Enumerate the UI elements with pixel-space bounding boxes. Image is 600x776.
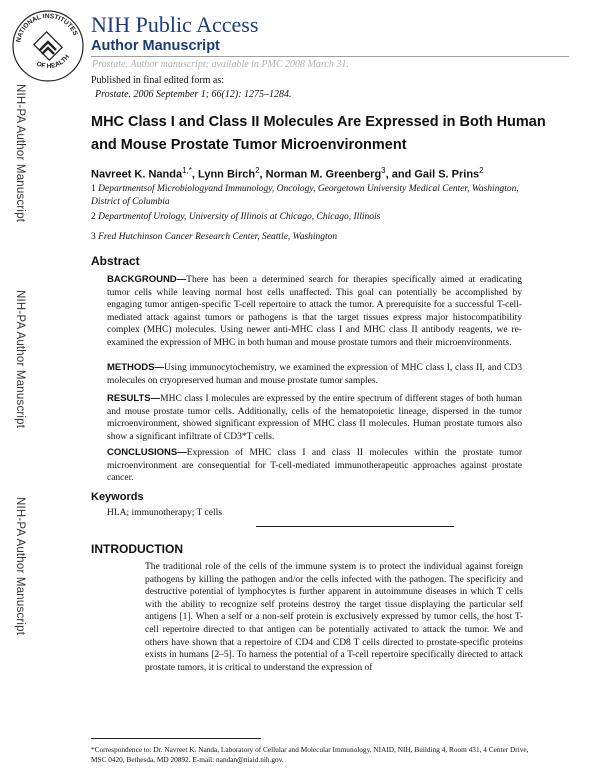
keywords-divider: [256, 526, 454, 527]
availability-note: Prostate. Author manuscript; available in PMC 2008 March 31.: [92, 59, 349, 70]
keywords-heading: Keywords: [91, 491, 144, 503]
citation-line: Prostate. 2006 September 1; 66(12): 1275–1284.: [95, 89, 292, 100]
correspondence-footnote: *Correspondence to: Dr. Navreet K. Nanda, Laboratory of Cellular and Molecular Immunology, NIAID, NIH, Building 4, Room 431, 4 Center Drive, MSC 0420, Bethesda, MD 20892. E-mail: nandan@niaid.nih.gov.: [91, 745, 529, 764]
abstract-results: RESULTS—MHC class I molecules are expressed by the entire spectrum of different stages of both human and mouse prostate tumor cells. Additionally, cells of the hematopoietic lineage, dispersed in the tumor microenvironment, showed significant expression of MHC class II molecules. Human prostate tumors also show a significant infiltrate of CD3*T cells.: [107, 393, 522, 442]
abstract-methods: METHODS—Using immunocytochemistry, we examined the expression of MHC class I, class II, and CD3 molecules on cryopreserved human and mouse prostate tumor samples.: [107, 362, 522, 386]
affiliation-3: 3 Fred Hutchinson Cancer Research Center, Seattle, Washington: [91, 232, 338, 242]
svg-text:NATIONAL INSTITUTES: NATIONAL INSTITUTES: [15, 12, 79, 43]
side-label-top: NIH-PA Author Manuscript: [14, 84, 26, 223]
article-title: MHC Class I and Class II Molecules Are Expressed in Both Human and Mouse Prostate Tumor Microenvironment: [91, 114, 546, 153]
introduction-heading: INTRODUCTION: [91, 542, 183, 556]
nih-logo-icon: [10, 8, 86, 84]
footnote-divider: [91, 738, 261, 739]
abstract-heading: Abstract: [91, 254, 140, 268]
side-label-middle: NIH-PA Author Manuscript: [14, 290, 26, 429]
affiliation-2: 2 Departmentof Urology, University of Illinois at Chicago, Chicago, Illinois: [91, 212, 381, 222]
section-label: RESULTS—: [107, 393, 161, 404]
affiliation-1: 1 Departmentsof Microbiologyand Immunology, Oncology, Georgetown University Medical Center, Washington, District of Columbia: [91, 184, 519, 207]
section-label: BACKGROUND—: [107, 274, 187, 285]
svg-text:OF HEALTH: OF HEALTH: [35, 53, 72, 71]
author-list: Navreet K. Nanda$^{1,*}$, Lynn Birch$^2$, Norman M. Greenberg$^3$, and Gail S. Prins$^2$: [91, 166, 484, 181]
keywords-list: HLA; immunotherapy; T cells: [107, 508, 222, 518]
author-name: Norman M. Greenberg: [265, 168, 382, 181]
author-name: Lynn Birch: [198, 168, 256, 181]
introduction-text: The traditional role of the cells of the immune system is to protect the individual against foreign pathogens by killing the pathogen and/or the cells infected with the pathogen. The specificity and destructive potential of lymphocytes is further apparent in autoimmune diseases in which T cells with the ability to recognize self proteins destroy the target tissue displaying the particular self antigens [1]. When a self or a non-self protein is exclusively expressed by tumor cells, the host T-cell repertoire directed to that antigen can be potentially activated to attack the tumor. We and others have shown that a repertoire of CD4 and CD8 T cells directed to prostate-specific proteins exists in humans [2–5]. To harness the potential of a T-cell repertoire specifically directed to attack prostate tumors, it is critical to understand the expression of: [145, 562, 523, 673]
abstract-conclusions: CONCLUSIONS—Expression of MHC class I and class II molecules within the prostate tumor microenvironment are consequential for T-cell-mediated immunotherapeutic approaches against prostate cancer.: [107, 447, 522, 484]
author-name: Navreet K. Nanda: [91, 168, 183, 181]
side-label-bottom: NIH-PA Author Manuscript: [14, 497, 26, 636]
section-label: METHODS—: [107, 362, 164, 373]
abstract-background: BACKGROUND—There has been a determined search for therapies specifically aimed at eradicating tumor cells while leaving normal host cells unaffected. This goal can potentially be accomplished by engaging tumor antigen-specific T-cell repertoire to attack the tumor. A prerequisite for a successful T-cell-mediated attack against tumors or pathogens is that the target tissues express major histocompatibility complex (MHC) molecules. Using newer anti-MHC class I and MHC class II antibody reagents, we re-examined the expression of MHC in both human and mouse prostate tumors and their microenvironments.: [107, 274, 522, 348]
header-title: NIH Public Access: [91, 12, 259, 37]
published-in-label: Published in final edited form as:: [91, 75, 225, 86]
header-subtitle: Author Manuscript: [91, 38, 220, 54]
author-name: Gail S. Prins: [414, 168, 480, 181]
section-label: CONCLUSIONS—: [107, 447, 187, 458]
